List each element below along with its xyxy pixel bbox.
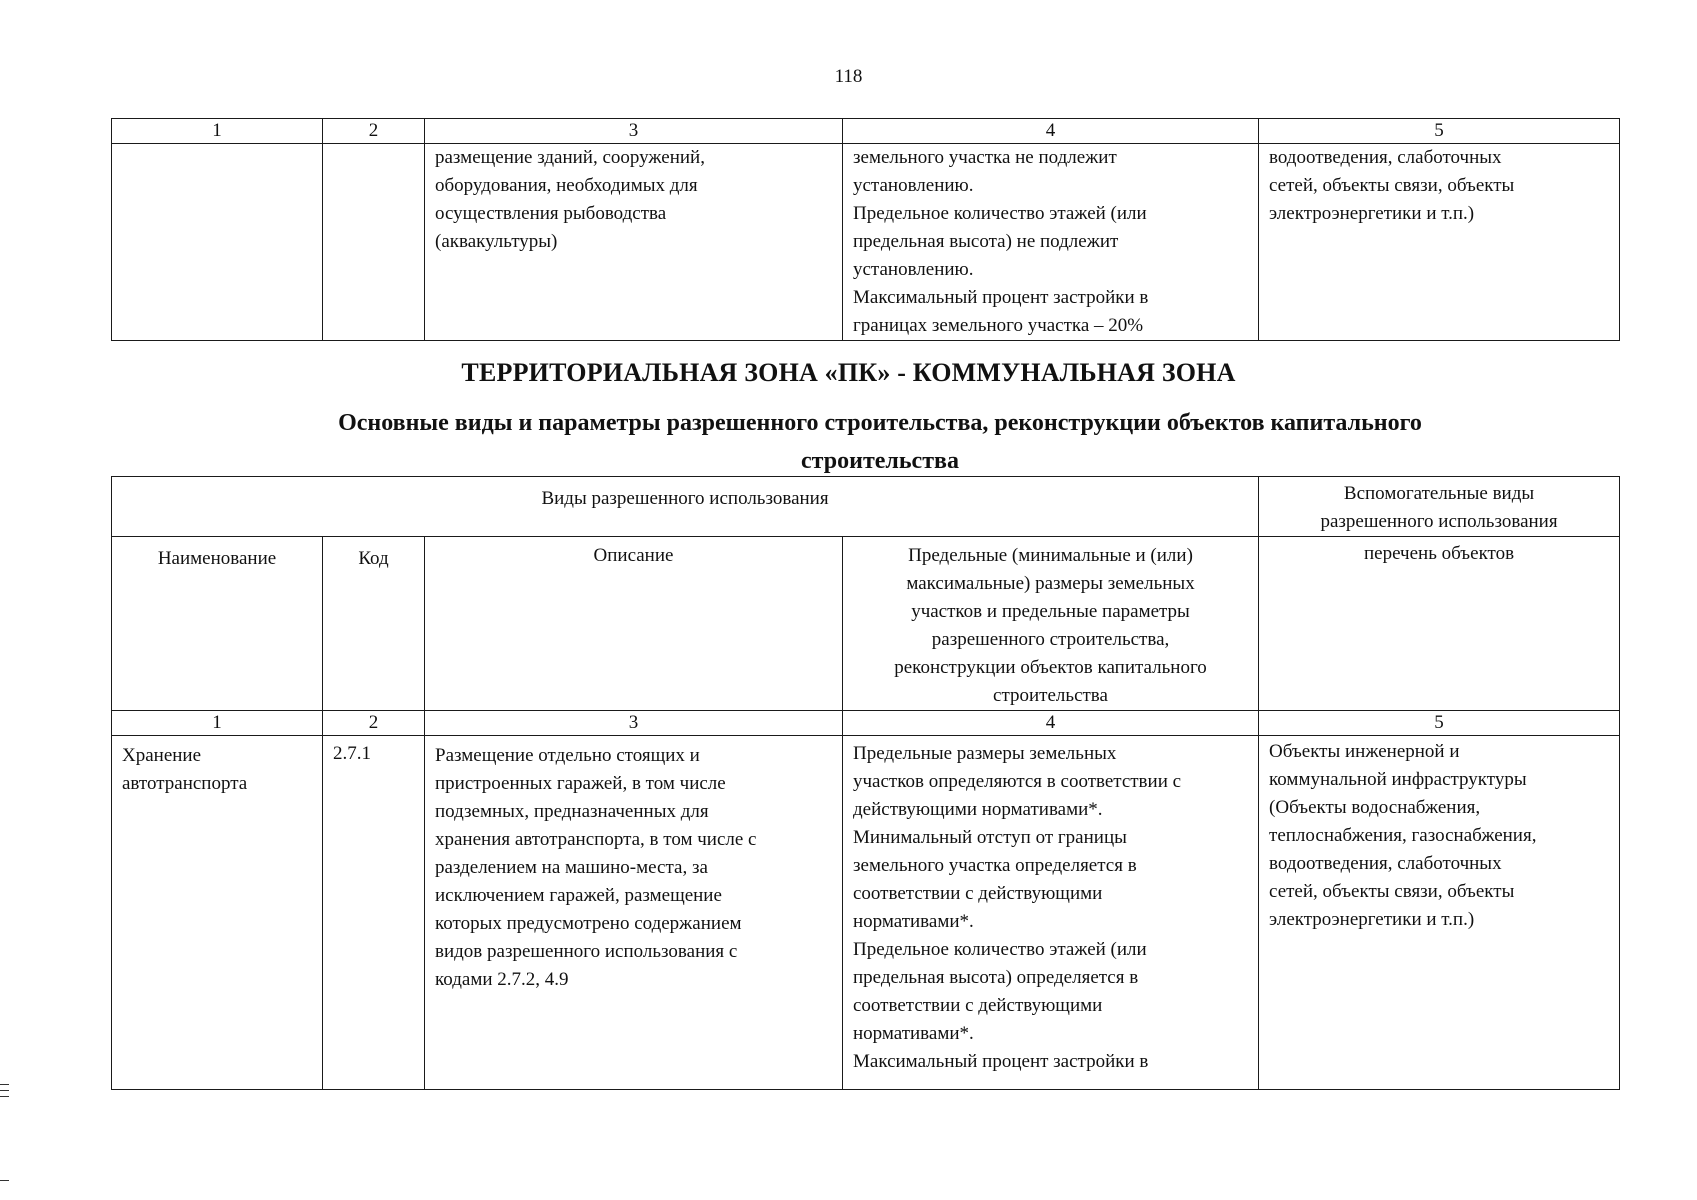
text-line: Размещение отдельно стоящих и [435,745,700,766]
column-number: 5 [1259,711,1620,736]
scan-margin-mark [0,1090,9,1091]
text-line: теплоснабжения, газоснабжения, [1269,825,1537,846]
text-line: осуществления рыбоводства [435,203,667,224]
section-title-line: Основные виды и параметры разрешенного строительства, реконструкции объектов капитального [338,410,1422,436]
text-line: действующими нормативами*. [853,799,1103,820]
text-line: электроэнергетики и т.п.) [1269,909,1475,930]
text-line: хранения автотранспорта, в том числе с [435,829,757,850]
text-line: подземных, предназначенных для [435,801,709,822]
text-line: нормативами*. [853,911,974,932]
limits-cell [843,144,1259,341]
text-line: Предельные размеры земельных [853,743,1117,764]
text-line: кодами 2.7.2, 4.9 [435,969,569,990]
name-cell [112,144,323,341]
text-line: предельная высота) определяется в [853,967,1139,988]
column-header-row [112,537,1620,711]
text-line: Максимальный процент застройки в [853,287,1149,308]
text-line: разрешенного строительства, [931,629,1170,650]
text-line: электроэнергетики и т.п.) [1269,203,1475,224]
page-number: 118 [834,66,863,87]
text-line: строительства [993,685,1108,706]
text-line: Предельное количество этажей (или [853,203,1147,224]
text-line: земельного участка не подлежит [853,147,1117,168]
column-number: 3 [425,711,843,736]
text-line: установлению. [853,259,974,280]
text-line: соответствии с действующими [853,883,1103,904]
column-number: 4 [843,119,1259,144]
limits-cell [843,736,1259,1090]
text-line: (Объекты водоснабжения, [1269,797,1481,818]
text-line: соответствии с действующими [853,995,1103,1016]
column-header-limits [843,537,1259,711]
text-line: Объекты инженерной и [1269,741,1460,762]
text-line: Вспомогательные виды [1343,483,1535,504]
section-title [225,404,1535,480]
column-header-name: Наименование [112,537,323,711]
text-line: которых предусмотрено содержанием [435,913,742,934]
column-header-objects: перечень объектов [1259,537,1620,711]
table-row [112,144,1620,341]
column-header-description: Описание [425,537,843,711]
text-line: сетей, объекты связи, объекты [1269,175,1515,196]
text-line: разделением на машино-места, за [435,857,708,878]
column-number-row [112,119,1620,144]
text-line: максимальные) размеры земельных [906,573,1195,594]
code-cell [323,144,425,341]
continuation-table [111,118,1620,341]
text-line: Минимальный отступ от границы [853,827,1127,848]
scan-margin-mark [0,1096,9,1097]
text-line: Максимальный процент застройки в [853,1051,1149,1072]
text-line: границах земельного участка – 20% [853,315,1144,336]
table-row [112,736,1620,1090]
section-title-line: строительства [801,448,959,474]
column-number: 1 [112,711,323,736]
text-line: Хранение [122,745,202,766]
text-line: Предельные (минимальные и (или) [908,545,1193,566]
text-line: размещение зданий, сооружений, [435,147,705,168]
description-cell [425,736,843,1090]
zone-usage-table [111,476,1620,1090]
text-line: участков и предельные параметры [911,601,1190,622]
text-line: исключением гаражей, размещение [435,885,722,906]
column-number: 3 [425,119,843,144]
text-line: автотранспорта [122,773,248,794]
description-cell [425,144,843,341]
column-number: 2 [323,711,425,736]
text-line: коммунальной инфраструктуры [1269,769,1527,790]
text-line: видов разрешенного использования с [435,941,738,962]
text-line: оборудования, необходимых для [435,175,698,196]
column-number: 1 [112,119,323,144]
objects-cell [1259,736,1620,1090]
aux-header [1259,477,1620,537]
column-number: 2 [323,119,425,144]
text-line: (аквакультуры) [435,231,558,252]
column-number: 4 [843,711,1259,736]
scan-margin-mark [0,1180,9,1181]
column-number-row [112,711,1620,736]
text-line: установлению. [853,175,974,196]
scan-margin-mark [0,1084,9,1085]
text-line: земельного участка определяется в [853,855,1137,876]
code-cell: 2.7.1 [323,736,425,1090]
text-line: разрешенного использования [1320,511,1558,532]
zone-title: ТЕРРИТОРИАЛЬНАЯ ЗОНА «ПК» - КОММУНАЛЬНАЯ ЗОНА [461,358,1236,387]
objects-cell [1259,144,1620,341]
text-line: пристроенных гаражей, в том числе [435,773,726,794]
group-header-row [112,477,1620,537]
text-line: сетей, объекты связи, объекты [1269,881,1515,902]
text-line: предельная высота) не подлежит [853,231,1119,252]
text-line: нормативами*. [853,1023,974,1044]
group-header: Виды разрешенного использования [112,477,1259,537]
text-line: Предельное количество этажей (или [853,939,1147,960]
column-header-code: Код [323,537,425,711]
text-line: водоотведения, слаботочных [1269,853,1502,874]
name-cell [112,736,323,1090]
text-line: участков определяются в соответствии с [853,771,1182,792]
column-number: 5 [1259,119,1620,144]
text-line: водоотведения, слаботочных [1269,147,1502,168]
text-line: реконструкции объектов капитального [894,657,1207,678]
